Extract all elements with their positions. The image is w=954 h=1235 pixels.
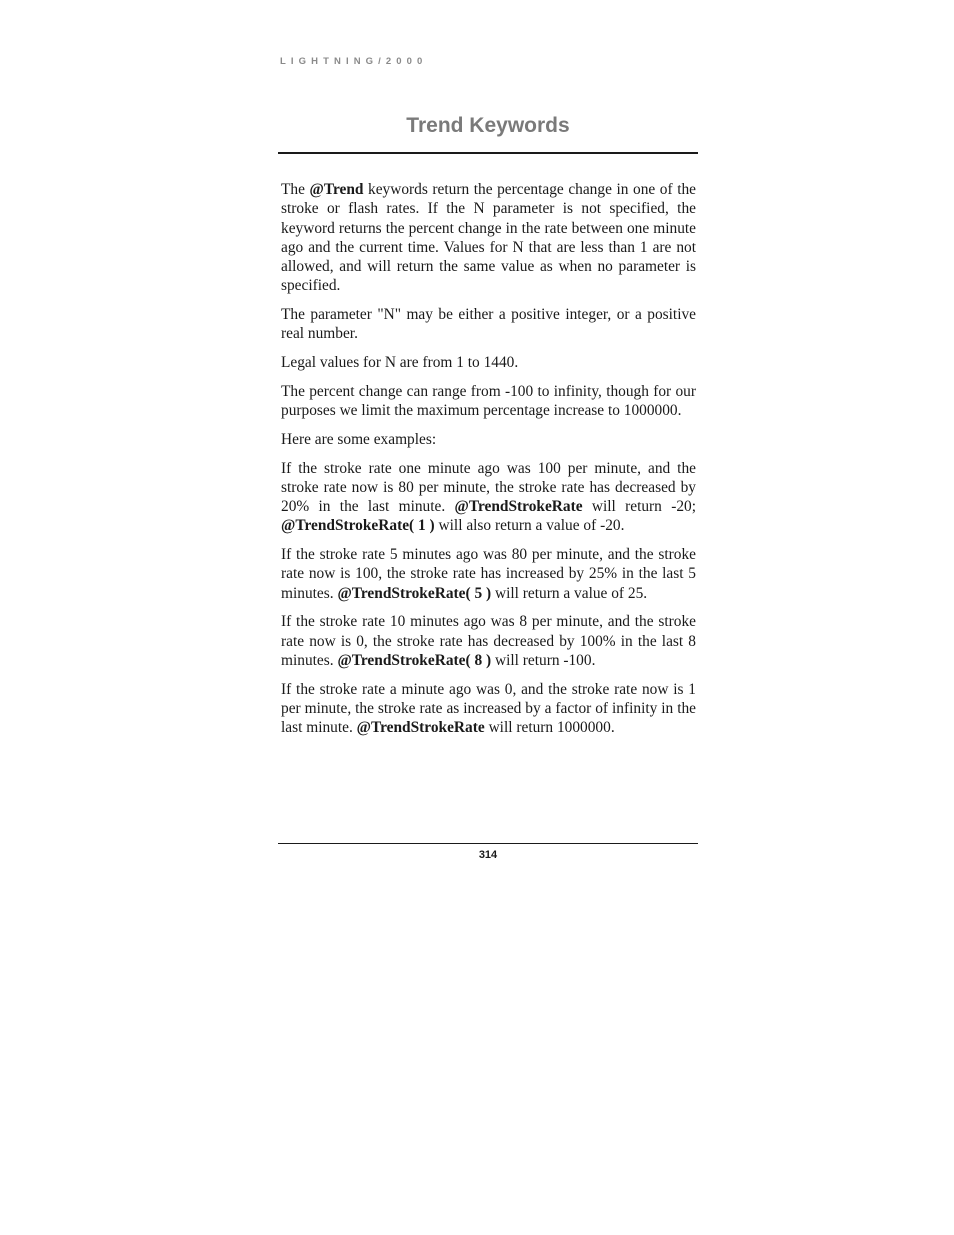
running-header: LIGHTNING/2000 [280, 56, 428, 67]
keyword-trend: @Trend [309, 181, 364, 198]
keyword-trendstrokerate: @TrendStrokeRate [356, 719, 485, 737]
keyword-trendstrokerate: @TrendStrokeRate [454, 498, 583, 516]
paragraph-example-4 [281, 680, 696, 738]
keyword-trendstrokerate-8: @TrendStrokeRate( 8 ) [337, 651, 492, 669]
section-title: Trend Keywords [406, 114, 570, 137]
keyword-trendstrokerate-1: @TrendStrokeRate( 1 ) [281, 517, 435, 535]
page-number: 314 [478, 849, 498, 861]
text-run: will return 1000000. [484, 719, 615, 737]
text-run: If the stroke rate one minute ago was 100 per minute, and the stroke rate now is 80 per minute, the stroke rate has decreased by 20% in the last minute. [281, 459, 696, 516]
paragraph-range: The percent change can range from -100 to infinity, though for our purposes we limit the maximum percentage increase to 1000000. [281, 382, 696, 420]
footer-divider [278, 843, 698, 844]
text-run: keywords return the percentage change in one of the stroke or flash rates. If the N parameter is not specified, the keyword returns the percent change in the rate between one minute ago and the current time. Values for N that are less than 1 are not allowed, and will return the same value as when no parameter is specified. [281, 181, 696, 295]
paragraph-parameter: The parameter "N" may be either a positive integer, or a positive real number. [281, 306, 696, 343]
text-run: If the stroke rate 5 minutes ago was 80 per minute, and the stroke rate now is 100, the stroke rate has increased by 25% in the last 5 minutes. [281, 546, 696, 602]
title-divider [278, 152, 698, 154]
text-run: will return -100. [491, 651, 596, 669]
text-run: The [281, 181, 310, 198]
paragraph-example-3 [281, 612, 696, 670]
text-run: If the stroke rate 10 minutes ago was 8 per minute, and the stroke rate now is 0, the stroke rate has decreased by 100% in the last 8 minutes. [281, 613, 696, 669]
paragraph-intro [281, 180, 696, 296]
paragraph-example-2 [281, 545, 696, 603]
paragraph-examples-intro: Here are some examples: [281, 430, 437, 448]
paragraph-example-1 [281, 459, 696, 536]
paragraph-legal-values: Legal values for N are from 1 to 1440. [281, 354, 519, 372]
text-run: If the stroke rate a minute ago was 0, and the stroke rate now is 1 per minute, the stroke rate as increased by a factor of infinity in the last minute. [281, 680, 696, 737]
text-run: will return -20; [582, 498, 696, 516]
text-run: will also return a value of -20. [434, 517, 625, 535]
body-text [281, 180, 696, 747]
text-run: will return a value of 25. [491, 584, 648, 602]
keyword-trendstrokerate-5: @TrendStrokeRate( 5 ) [337, 584, 492, 602]
